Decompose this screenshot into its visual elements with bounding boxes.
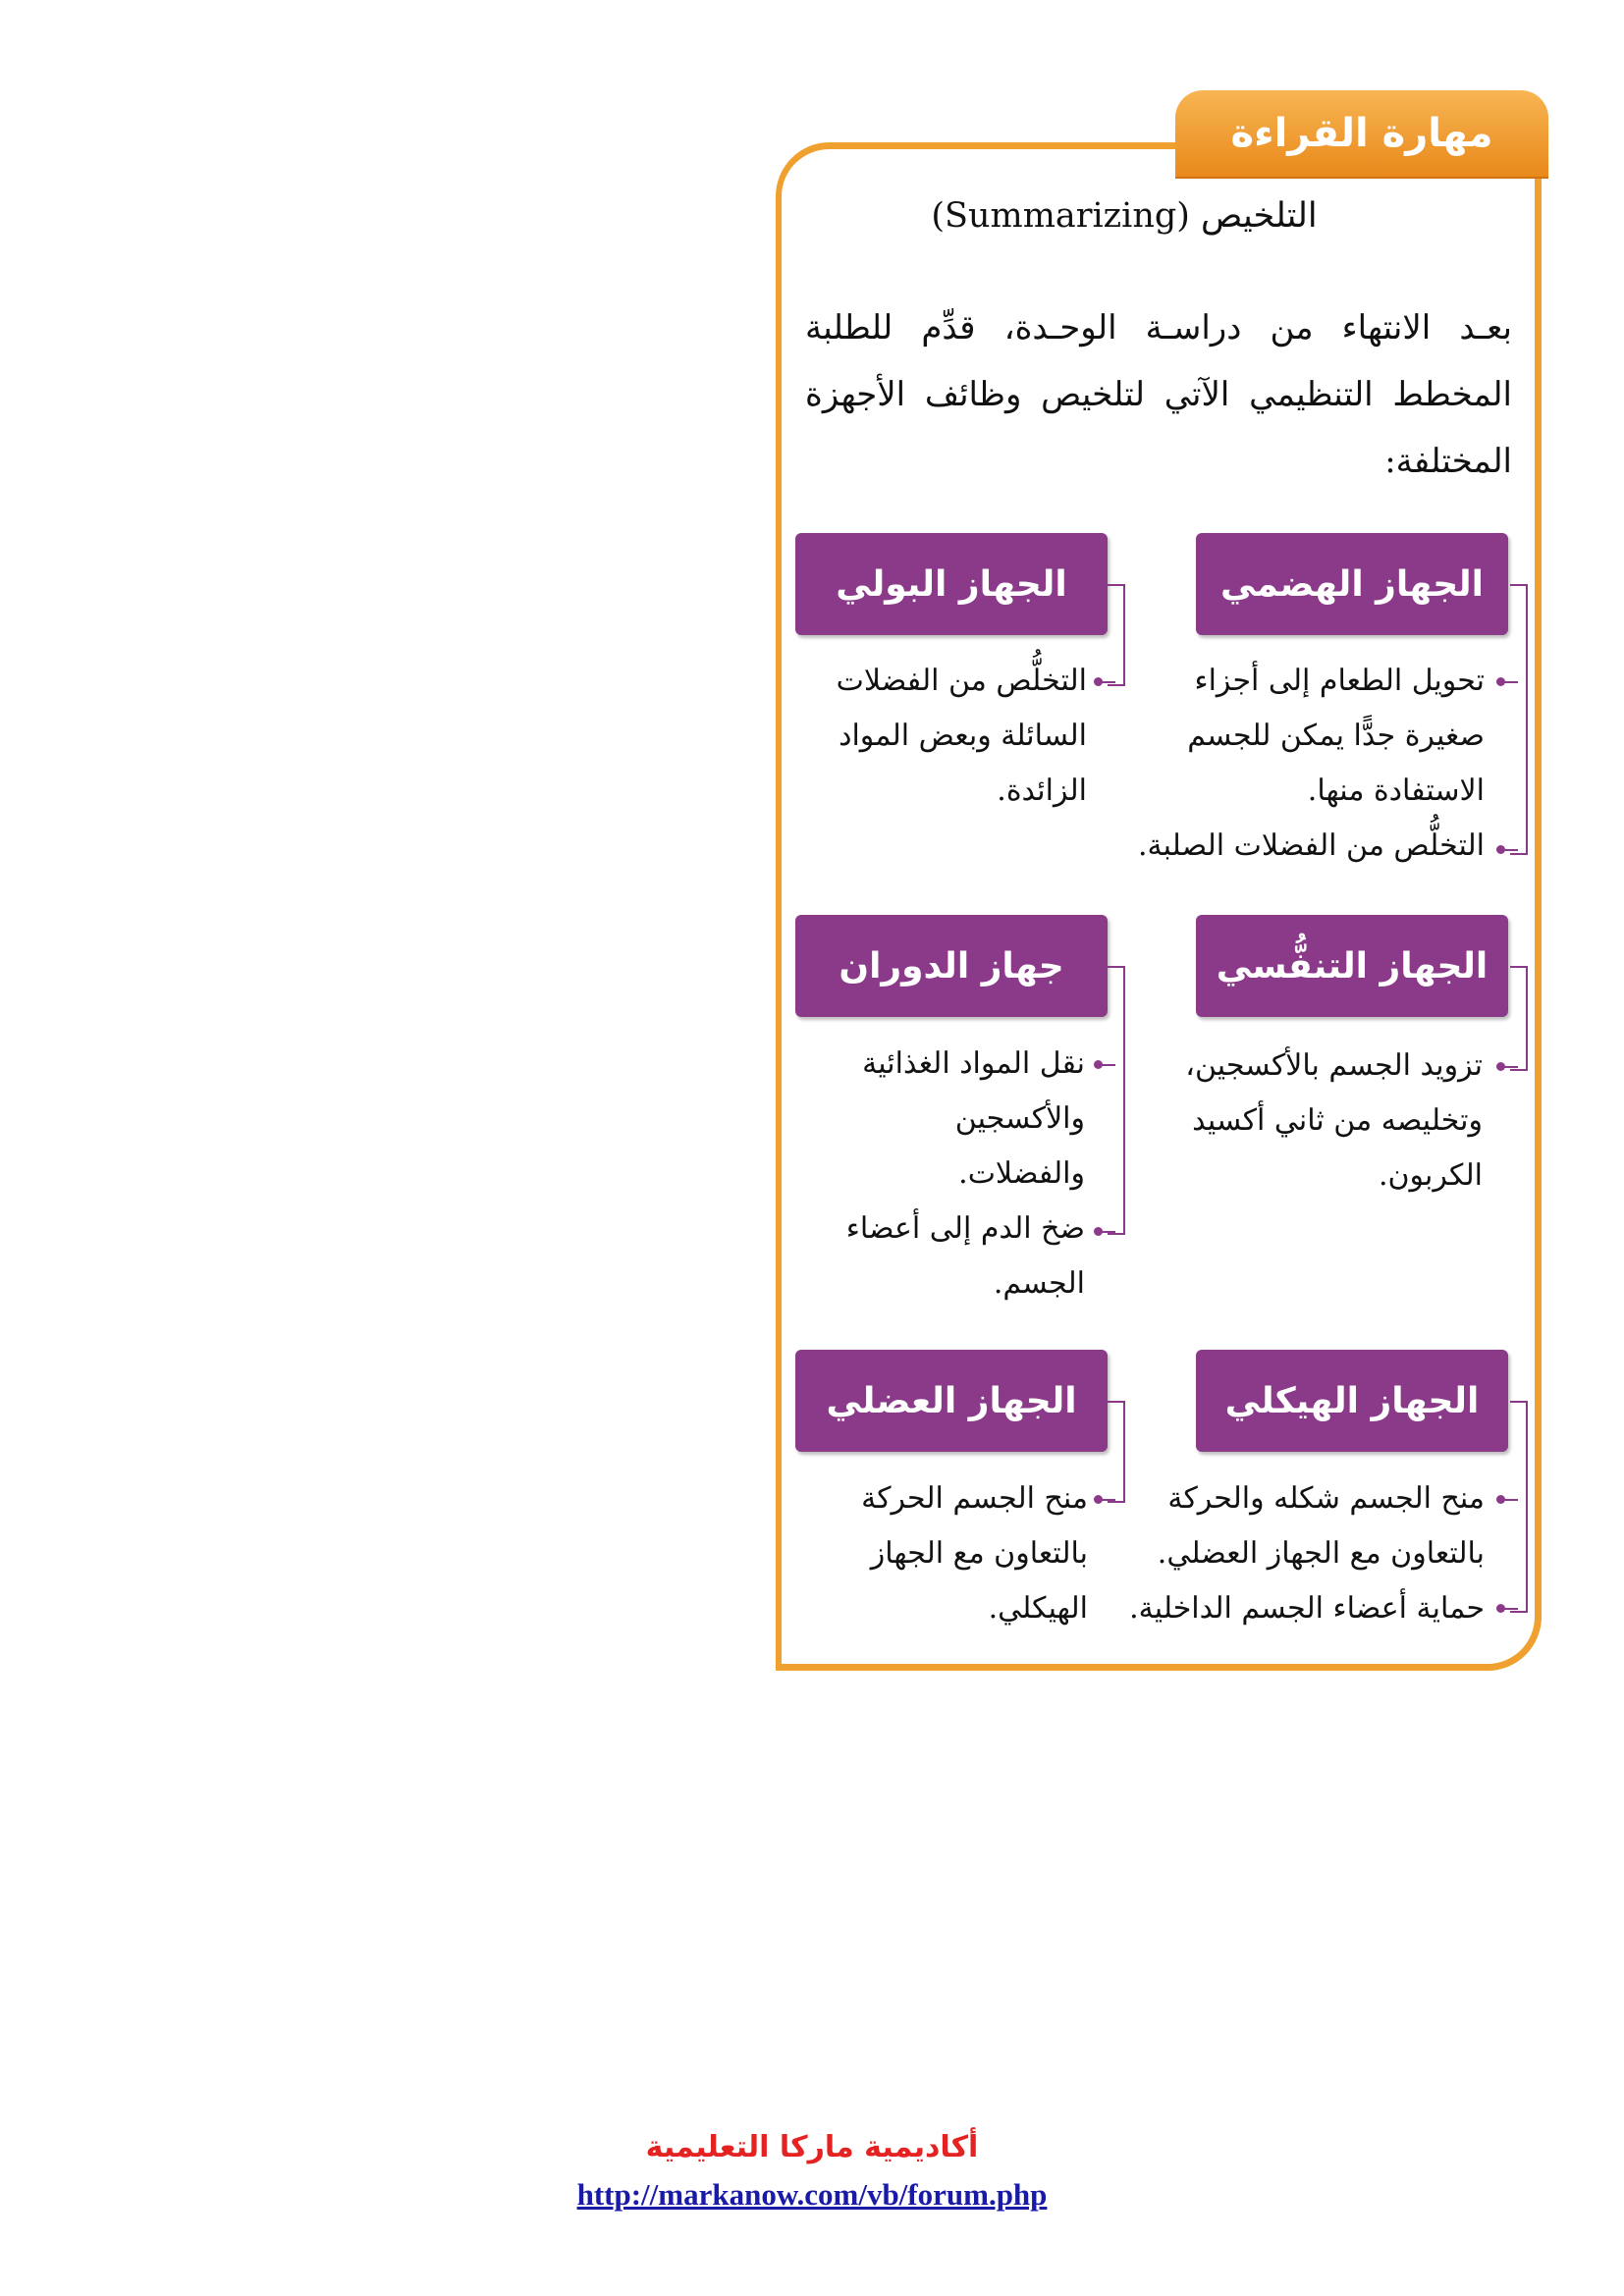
list-item: منح الجسم الحركة بالتعاون مع الجهاز الهيكلي. bbox=[861, 1481, 1088, 1626]
bracket-respiratory bbox=[1510, 966, 1528, 1071]
bullet-dash bbox=[1100, 681, 1115, 683]
respiratory-items bbox=[1159, 1039, 1483, 1203]
bullet-dash bbox=[1502, 1066, 1518, 1068]
circulatory-items bbox=[835, 1037, 1085, 1311]
section-heading: التلخيص (Summarizing) bbox=[931, 196, 1318, 236]
bullet-dash bbox=[1100, 1064, 1115, 1066]
card-title: الجهاز العضلي bbox=[826, 1380, 1077, 1421]
skeletal-items bbox=[1119, 1471, 1485, 1636]
card-title: الجهاز الهيكلي bbox=[1224, 1380, 1480, 1421]
list-item: منح الجسم شكله والحركة بالتعاون مع الجهاز العضلي. bbox=[1157, 1481, 1485, 1571]
bracket-urinary bbox=[1108, 584, 1125, 686]
footer-academy-title: أكاديمية ماركا التعليمية bbox=[645, 2130, 979, 2164]
muscular-items bbox=[825, 1471, 1088, 1636]
list-item: ضخ الدم إلى أعضاء الجسم. bbox=[845, 1211, 1085, 1301]
list-item: التخلُّص من الفضلات الصلبة. bbox=[1138, 828, 1485, 863]
list-item: نقل المواد الغذائية والأكسجين والفضلات. bbox=[862, 1046, 1085, 1191]
card-title: الجهاز التنفُّسي bbox=[1216, 945, 1489, 987]
card-title: جهاز الدوران bbox=[839, 945, 1064, 987]
list-item: حماية أعضاء الجسم الداخلية. bbox=[1129, 1591, 1485, 1626]
bracket-muscular bbox=[1108, 1401, 1125, 1503]
card-respiratory-system bbox=[1196, 915, 1508, 1017]
footer-forum-link[interactable]: http://markanow.com/vb/forum.php bbox=[576, 2177, 1048, 2212]
intro-paragraph: بعـد الانتهاء من دراسـة الوحـدة، قدِّم للطلبة المخطط التنظيمي الآتي لتلخيص وظائف الأجهزة المختلفة: bbox=[805, 308, 1512, 481]
tab-label: مهارة القراءة bbox=[1230, 111, 1493, 156]
list-item: تحويل الطعام إلى أجزاء صغيرة جدًّا يمكن للجسم الاستفادة منها. bbox=[1187, 664, 1485, 808]
bullet-dash bbox=[1100, 1499, 1115, 1501]
card-urinary-system bbox=[795, 533, 1108, 635]
card-skeletal-system bbox=[1196, 1350, 1508, 1452]
bullet-dash bbox=[1100, 1231, 1115, 1233]
bracket-digestive bbox=[1510, 584, 1528, 855]
list-item: التخلُّص من الفضلات السائلة وبعض المواد الزائدة. bbox=[836, 664, 1087, 808]
urinary-items bbox=[807, 654, 1087, 819]
bullet-dash bbox=[1502, 1608, 1518, 1610]
list-item: تزويد الجسم بالأكسجين، وتخليصه من ثاني أكسيد الكربون. bbox=[1185, 1048, 1483, 1193]
bracket-skeletal bbox=[1510, 1401, 1528, 1613]
digestive-items bbox=[1119, 654, 1485, 874]
bullet-dash bbox=[1502, 681, 1518, 683]
card-title: الجهاز البولي bbox=[836, 563, 1067, 605]
card-muscular-system bbox=[795, 1350, 1108, 1452]
card-digestive-system bbox=[1196, 533, 1508, 635]
bullet-dash bbox=[1502, 1499, 1518, 1501]
reading-skill-tab bbox=[1175, 90, 1548, 177]
bullet-dash bbox=[1502, 849, 1518, 851]
card-title: الجهاز الهضمي bbox=[1220, 563, 1484, 605]
card-circulatory-system bbox=[795, 915, 1108, 1017]
bracket-circulatory bbox=[1108, 966, 1125, 1235]
